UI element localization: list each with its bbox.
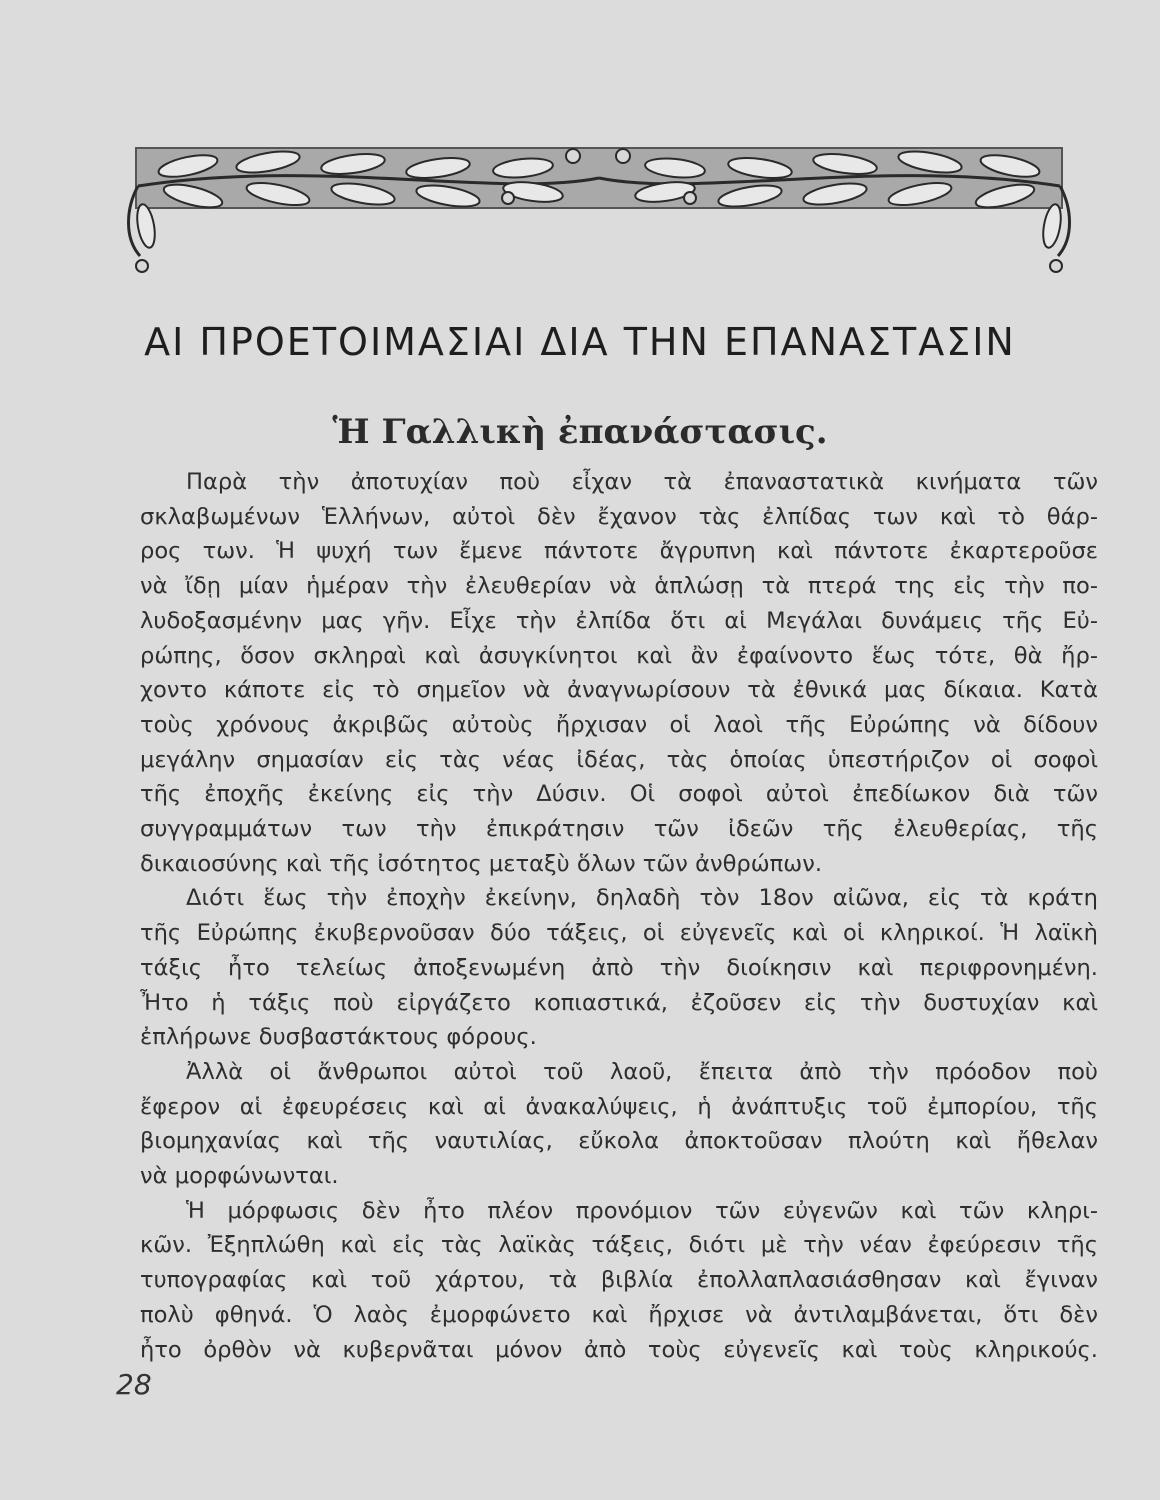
- text-line: βιομηχανίας καὶ τῆς ναυτιλίας, εὔκολα ἀποκτοῦσαν πλούτη καὶ ἤθελαν: [140, 1128, 1098, 1155]
- text-line: σκλαβωμένων Ἑλλήνων, αὐτοὶ δὲν ἔχανον τὰς ἐλπίδας των καὶ τὸ θάρ-: [140, 503, 1098, 530]
- text-line: τῆς ἐποχῆς ἐκείνης εἰς τὴν Δύσιν. Οἱ σοφοὶ αὐτοὶ ἐπεδίωκον διὰ τῶν: [140, 781, 1098, 808]
- text-line: δικαιοσύνης καὶ τῆς ἰσότητος μεταξὺ ὅλων τῶν ἀνθρώπων.: [140, 850, 823, 877]
- chapter-title: ΑΙ ΠΡΟΕΤΟΙΜΑΣΙΑΙ ΔΙΑ ΤΗΝ ΕΠΑΝΑΣΤΑΣΙΝ: [144, 320, 1016, 364]
- text-line: τυπογραφίας καὶ τοῦ χάρτου, τὰ βιβλία ἐπολλαπλασιάσθησαν καὶ ἔγιναν: [140, 1267, 1098, 1294]
- text-line: χοντο κάποτε εἰς τὸ σημεῖον νὰ ἀναγνωρίσουν τὰ ἐθνικά μας δίκαια. Κατὰ: [140, 677, 1098, 704]
- text-line: ἔφερον αἱ ἐφευρέσεις καὶ αἱ ἀνακαλύψεις, ἡ ἀνάπτυξις τοῦ ἐμπορίου, τῆς: [140, 1093, 1098, 1120]
- laurel-ornament-icon: [118, 138, 1080, 278]
- text-line: τάξις ἦτο τελείως ἀποξενωμένη ἀπὸ τὴν διοίκησιν καὶ περιφρονημένη.: [140, 954, 1098, 981]
- text-line: Ἡ μόρφωσις δὲν ἦτο πλέον προνόμιον τῶν εὐγενῶν καὶ τῶν κληρι-: [186, 1197, 1098, 1224]
- section-title: Ἡ Γαλλικὴ ἐπανάστασις.: [332, 412, 828, 452]
- text-line: Ἀλλὰ οἱ ἄνθρωποι αὐτοὶ τοῦ λαοῦ, ἔπειτα ἀπὸ τὴν πρόοδον ποὺ: [186, 1058, 1098, 1085]
- text-line: τῆς Εὐρώπης ἐκυβερνοῦσαν δύο τάξεις, οἱ εὐγενεῖς καὶ οἱ κληρικοί. Ἡ λαϊκὴ: [140, 920, 1098, 947]
- text-line: ἐπλήρωνε δυσβαστάκτους φόρους.: [140, 1024, 537, 1051]
- body-text: [140, 465, 1098, 1367]
- text-line: νὰ ἴδῃ μίαν ἡμέραν τὴν ἐλευθερίαν νὰ ἁπλώσῃ τὰ πτερά της εἰς τὴν πο-: [140, 573, 1098, 600]
- text-line: πολὺ φθηνά. Ὁ λαὸς ἐμορφώνετο καὶ ἤρχισε νὰ ἀντιλαμβάνεται, ὅτι δὲν: [140, 1301, 1098, 1328]
- text-line: Παρὰ τὴν ἀποτυχίαν ποὺ εἶχαν τὰ ἐπαναστατικὰ κινήματα τῶν: [186, 469, 1098, 495]
- text-line: Ἦτο ἡ τάξις ποὺ εἰργάζετο κοπιαστικά, ἐζοῦσεν εἰς τὴν δυστυχίαν καὶ: [140, 989, 1098, 1016]
- page-number: 28: [116, 1368, 152, 1401]
- paragraph: [140, 881, 1098, 1055]
- text-line: ρώπης, ὅσον σκληραὶ καὶ ἀσυγκίνητοι καὶ ἂν ἐφαίνοντο ἕως τότε, θὰ ἤρ-: [140, 642, 1098, 669]
- text-line: λυδοξασμένην μας γῆν. Εἶχε τὴν ἐλπίδα ὅτι αἱ Μεγάλαι δυνάμεις τῆς Εὐ-: [140, 607, 1098, 634]
- text-line: κῶν. Ἐξηπλώθη καὶ εἰς τὰς λαϊκὰς τάξεις, διότι μὲ τὴν νέαν ἐφεύρεσιν τῆς: [140, 1232, 1098, 1259]
- text-line: Διότι ἕως τὴν ἐποχὴν ἐκείνην, δηλαδὴ τὸν 18ον αἰῶνα, εἰς τὰ κράτη: [186, 885, 1098, 912]
- paragraph: [140, 465, 1098, 881]
- text-line: συγγραμμάτων των τὴν ἐπικράτησιν τῶν ἰδεῶν τῆς ἐλευθερίας, τῆς: [140, 816, 1098, 843]
- text-line: ρος των. Ἡ ψυχή των ἔμενε πάντοτε ἄγρυπνη καὶ πάντοτε ἐκαρτεροῦσε: [140, 538, 1098, 565]
- text-line: νὰ μορφώνωνται.: [140, 1163, 339, 1190]
- paragraph: [140, 1055, 1098, 1194]
- paragraph: [140, 1194, 1098, 1368]
- text-line: τοὺς χρόνους ἀκριβῶς αὐτοὺς ἤρχισαν οἱ λαοὶ τῆς Εὐρώπης νὰ δίδουν: [140, 711, 1098, 738]
- text-line: ἦτο ὀρθὸν νὰ κυβερνᾶται μόνον ἀπὸ τοὺς εὐγενεῖς καὶ τοὺς κληρικούς.: [140, 1336, 1098, 1363]
- text-line: μεγάλην σημασίαν εἰς τὰς νέας ἰδέας, τὰς ὁποίας ὑπεστήριζον οἱ σοφοὶ: [140, 746, 1098, 773]
